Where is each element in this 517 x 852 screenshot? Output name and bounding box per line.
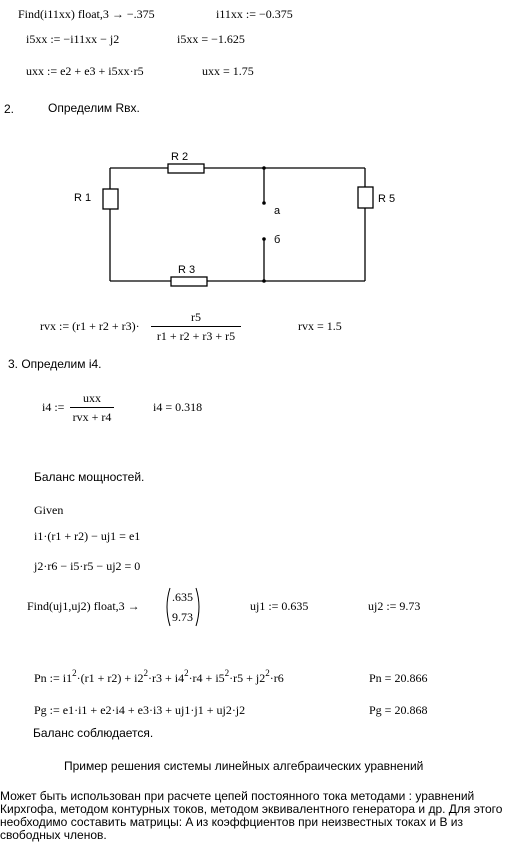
section-2-number: 2.: [4, 102, 15, 116]
rvx-lhs: rvx := (r1 + r2 + r3)·: [40, 319, 140, 333]
i4-fraction: [70, 391, 114, 424]
pn-exponent: 2: [72, 668, 77, 678]
resistor-r5: [358, 187, 373, 208]
rvx-fraction: [151, 310, 241, 343]
rvx-numerator: r5: [191, 310, 201, 324]
terminal-b: [262, 237, 266, 241]
balance-ok-text: Баланс соблюдается.: [33, 726, 154, 740]
i4-value: i4 = 0.318: [153, 400, 203, 414]
pn-part: ·r4 + i5: [188, 671, 225, 685]
i5xx-definition: i5xx := −i11xx − j2: [26, 32, 120, 46]
label-b: б: [274, 234, 281, 246]
uj2-assignment: uj2 := 9.73: [368, 599, 421, 613]
rvx-denominator: r1 + r2 + r3 + r5: [156, 329, 236, 343]
find-i11xx-expr: Find(i11xx) float,3 → −.375: [18, 7, 155, 21]
i4-lhs: i4 :=: [42, 400, 65, 414]
vector-entry-1: .635: [172, 590, 193, 604]
footer-heading: Пример решения системы линейных алгебраических уравнений: [64, 759, 424, 773]
resistor-r1: [103, 189, 118, 209]
footer-paragraph: Может быть использован при расчете цепей постоянного тока методами : уравнений Кирхгофа, методом контурных токов, методом эквивалентного генератора и др. Для этого необходимо составить матрицы: A из коэффциентов при неизвестных токах и B из свободных членов.: [0, 789, 503, 842]
uxx-definition: uxx := e2 + e3 + i5xx·r5: [26, 64, 144, 78]
section-2-title: Определим Rвх.: [48, 101, 140, 115]
given-keyword: Given: [34, 503, 64, 517]
pn-exponent: 2: [184, 668, 189, 678]
equation-2: j2·r6 − i5·r5 − uj2 = 0: [34, 559, 141, 573]
i11xx-definition: i11xx := −0.375: [216, 7, 293, 21]
pn-part: ·r5 + j2: [229, 671, 266, 685]
label-r5: R 5: [378, 193, 396, 205]
section-3-title: 3. Определим i4.: [8, 357, 102, 371]
i4-denominator: rvx + r4: [72, 410, 112, 424]
balance-title: Баланс мощностей.: [34, 470, 145, 484]
pn-part: Pn := i1: [34, 671, 73, 685]
pn-part: ·(r1 + r2) + i2: [76, 671, 144, 685]
i4-numerator: uxx: [83, 391, 101, 405]
rvx-value: rvx = 1.5: [298, 319, 342, 333]
pg-value: Pg = 20.868: [369, 703, 428, 717]
pn-exponent: 2: [143, 668, 148, 678]
pn-part: ·r6: [269, 671, 284, 685]
resistor-r3: [171, 277, 207, 286]
pg-formula: Pg := e1·i1 + e2·i4 + e3·i3 + uj1·j1 + uj2·j2: [34, 703, 246, 717]
find-uj-expr: Find(uj1,uj2) float,3 →: [27, 599, 140, 613]
pn-exponent: 2: [224, 668, 230, 678]
label-r3: R 3: [178, 264, 196, 276]
pn-part: ·r3 + i4: [147, 671, 185, 685]
pn-value: Pn = 20.866: [369, 671, 428, 685]
label-r1: R 1: [74, 192, 92, 204]
circuit-diagram: [0, 0, 517, 300]
i5xx-value: i5xx = −1.625: [177, 32, 245, 46]
equation-1: i1·(r1 + r2) − uj1 = e1: [34, 529, 141, 543]
label-r2: R 2: [171, 151, 189, 163]
pn-exponent: 2: [265, 668, 270, 678]
terminal-a: [262, 201, 266, 205]
node-bottom-junction: [262, 279, 266, 283]
uxx-value: uxx = 1.75: [202, 64, 254, 78]
label-a: a: [274, 205, 281, 217]
pn-formula: [34, 668, 284, 685]
vector-entry-2: 9.73: [172, 610, 193, 624]
node-top-junction: [262, 166, 266, 170]
resistor-r2: [168, 164, 204, 173]
uj1-assignment: uj1 := 0.635: [250, 599, 309, 613]
